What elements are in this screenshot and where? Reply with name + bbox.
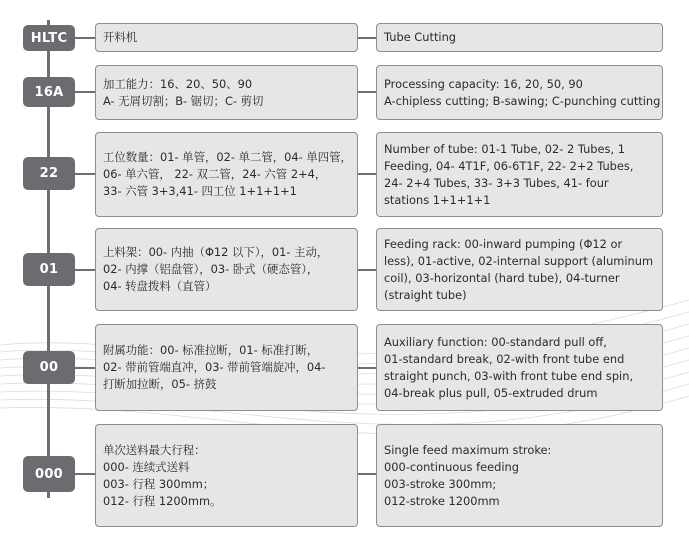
text-line: A- 无屑切割；B- 锯切；C- 剪切 — [103, 93, 264, 108]
text-line: 012-stroke 1200mm — [384, 493, 500, 508]
chinese-description — [95, 65, 358, 120]
code-badge: 16A — [23, 77, 75, 107]
english-description — [376, 132, 663, 217]
text-line: 附属功能：00- 标准拉断，01- 标准打断， — [103, 343, 319, 357]
text-line: 003- 行程 300mm； — [103, 476, 215, 491]
text-line: Number of tube: 01-1 Tube, 02- 2 Tubes, 1 — [384, 141, 625, 156]
code-badge: 00 — [23, 351, 75, 384]
text-line: 打断加拉断，05- 挤鼓 — [103, 377, 217, 391]
connector — [358, 37, 376, 39]
text-line: Feeding, 04- 4T1F, 06-6T1F, 22- 2+2 Tubes, — [384, 158, 634, 173]
english-description — [376, 424, 663, 527]
code-badge: 22 — [23, 157, 75, 190]
text-line: 04-break plus pull, 05-extruded drum — [384, 385, 598, 400]
text-line: 单次送料最大行程： — [103, 442, 206, 457]
text-line: 上料架：00- 内抽（Φ12 以下），01- 主动， — [103, 245, 329, 259]
connector — [75, 91, 95, 93]
text-line: 06- 单六管， 22- 双二管，24- 六管 2+4， — [103, 167, 327, 181]
text-line: 33- 六管 3+3,41- 四工位 1+1+1+1 — [103, 184, 297, 198]
text-line: 24- 2+4 Tubes, 33- 3+3 Tubes, 41- four — [384, 175, 609, 190]
text-line: less), 01-active, 02-internal support (aluminum — [384, 253, 654, 268]
chinese-description — [95, 324, 358, 411]
text-line: 01-standard break, 02-with front tube end — [384, 351, 625, 366]
text-line: straight punch, 03-with front tube end spin, — [384, 368, 634, 383]
code-badge: 01 — [23, 253, 75, 286]
text-line: Single feed maximum stroke: — [384, 442, 552, 457]
chinese-description — [95, 228, 358, 311]
connector — [358, 91, 376, 93]
text-line: A-chipless cutting; B-sawing; C-punching cutting — [384, 93, 661, 108]
english-description — [376, 228, 663, 311]
text-line: 加工能力：16、20、50、90 — [103, 76, 253, 91]
text-line: 04- 转盘拨料（直管） — [103, 279, 217, 293]
chinese-description — [95, 23, 358, 52]
text-line: 02- 内撑（铝盘管），03- 卧式（硬态管）， — [103, 262, 319, 276]
chinese-description — [95, 424, 358, 527]
text-line: Tube Cutting — [384, 30, 457, 44]
connector — [75, 37, 95, 39]
text-line: 02- 带前管端直冲，03- 带前管端旋冲，04- — [103, 360, 326, 374]
english-description — [376, 23, 663, 52]
connector — [358, 173, 376, 175]
code-badge: 000 — [23, 456, 75, 492]
text-line: Processing capacity: 16, 20, 50, 90 — [384, 76, 583, 91]
text-line: (straight tube) — [384, 287, 467, 302]
connector — [75, 173, 95, 175]
english-description — [376, 324, 663, 411]
text-line: stations 1+1+1+1 — [384, 192, 491, 207]
chinese-description — [95, 132, 358, 217]
text-line: 003-stroke 300mm; — [384, 476, 497, 491]
text-line: Feeding rack: 00-inward pumping (Φ12 or — [384, 236, 623, 251]
english-description — [376, 65, 663, 120]
connector — [358, 473, 376, 475]
connector — [75, 269, 95, 271]
code-badge: HLTC — [23, 25, 75, 51]
text-line: coil), 03-horizontal (hard tube), 04-turner — [384, 270, 620, 285]
connector — [358, 367, 376, 369]
text-line: 000- 连续式送料 — [103, 459, 190, 474]
text-line: 工位数量：01- 单管，02- 单二管，04- 单四管， — [103, 150, 352, 164]
text-line: 000-continuous feeding — [384, 459, 519, 474]
connector — [358, 269, 376, 271]
connector — [75, 367, 95, 369]
text-line: 开料机 — [103, 30, 138, 44]
connector — [75, 473, 95, 475]
text-line: Auxiliary function: 00-standard pull off, — [384, 334, 607, 349]
text-line: 012- 行程 1200mm。 — [103, 493, 222, 508]
